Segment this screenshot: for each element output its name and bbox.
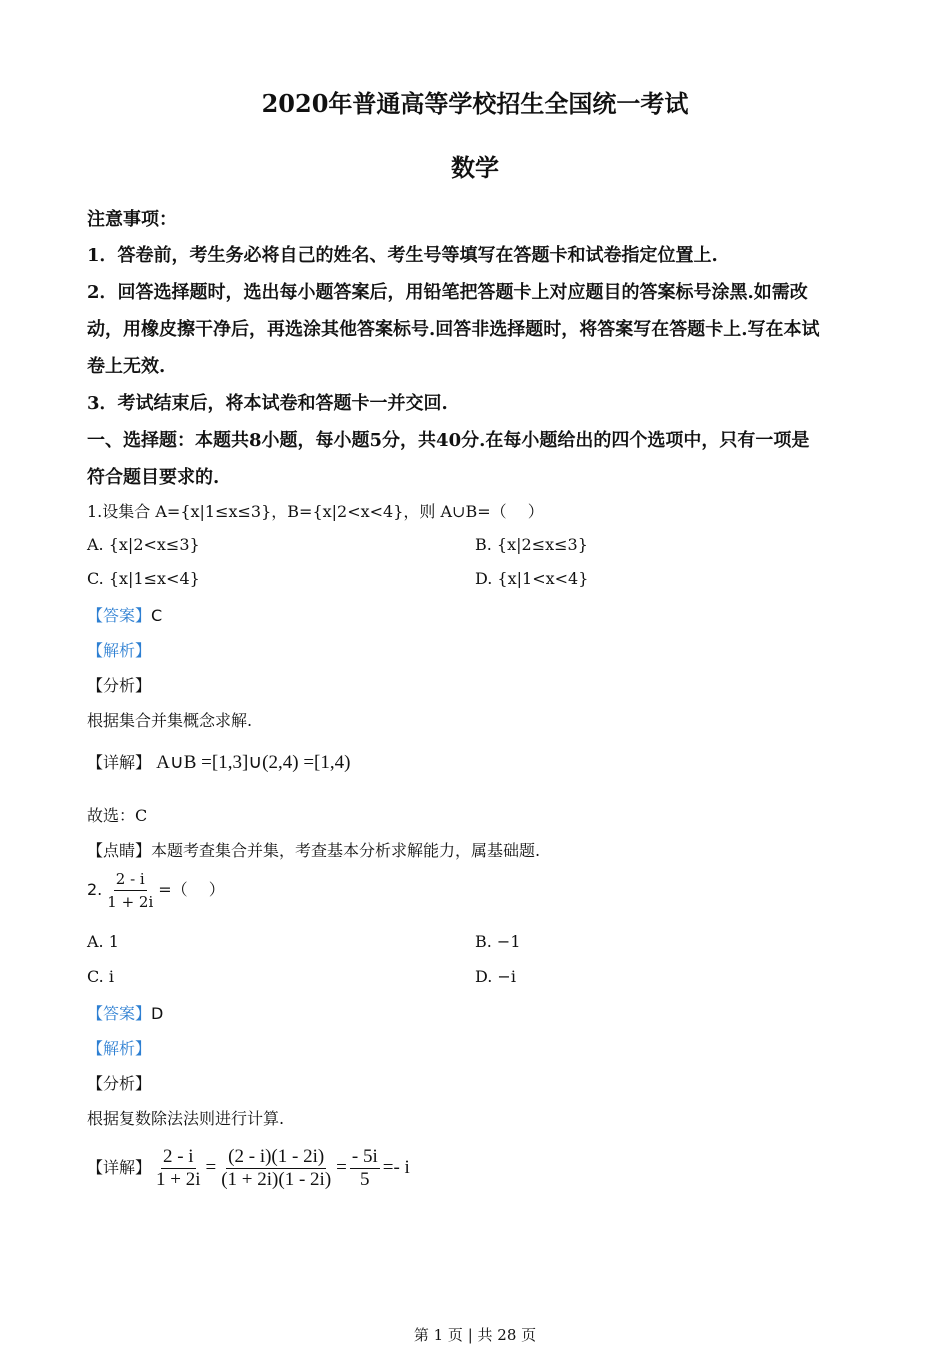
q2-stem — [87, 868, 225, 913]
comment-label: 【点睛】 — [87, 841, 152, 860]
q1-answer — [87, 603, 162, 626]
answer-value: D — [151, 1004, 164, 1023]
notice-item: 动，用橡皮擦干净后，再选涂其他答案标号.回答非选择题时，将答案写在答题卡上.写在本试 — [87, 319, 820, 340]
detail-label: 【详解】 — [87, 753, 152, 772]
detail-formula: A∪B =[1,3]∪(2,4) =[1,4) — [156, 752, 351, 773]
q2-option-c: C. i — [87, 967, 114, 986]
q1-option-d: D. {x|1<x<4} — [475, 569, 589, 588]
notice-item: 2．回答选择题时，选出每小题答案后，用铅笔把答题卡上对应题目的答案标号涂黑.如需改 — [87, 282, 808, 303]
document-title: 2020年普通高等学校招生全国统一考试 — [261, 89, 689, 118]
comment-text: 本题考查集合并集，考查基本分析求解能力，属基础题. — [151, 841, 541, 860]
q2-analysis-label: 【解析】 — [87, 1039, 152, 1058]
fraction-numerator: 2 - i — [162, 1146, 194, 1167]
q1-analysis-label: 【解析】 — [87, 641, 152, 660]
q2-answer — [87, 1001, 163, 1024]
q1-fenxi: 根据集合并集概念求解. — [87, 711, 253, 730]
q1-option-c: C. {x|1≤x<4} — [87, 569, 200, 588]
q2-fenxi-label: 【分析】 — [87, 1074, 152, 1093]
q2-option-a: A. 1 — [87, 932, 119, 951]
fraction-numerator: - 5i — [351, 1146, 378, 1167]
q2-number: 2. — [87, 880, 103, 899]
q1-option-a: A. {x|2<x≤3} — [87, 535, 200, 554]
page-footer: 第 1 页 | 共 28 页 — [413, 1326, 537, 1344]
answer-value: C — [151, 606, 163, 625]
fraction-denominator: (1 + 2i)(1 - 2i) — [221, 1169, 332, 1190]
q2-option-b: B. −1 — [475, 932, 521, 951]
notice-item: 3．考试结束后，将本试卷和答题卡一并交回. — [87, 393, 448, 414]
notice-item: 1．答卷前，考生务必将自己的姓名、考生号等填写在答题卡和试卷指定位置上. — [87, 245, 718, 266]
answer-label: 【答案】 — [87, 606, 152, 625]
detail-label: 【详解】 — [87, 1157, 152, 1177]
q2-denominator: 1 + 2i — [107, 893, 154, 911]
q2-stem-tail: =（ ） — [158, 880, 225, 899]
q2-fenxi: 根据复数除法法则进行计算. — [87, 1109, 285, 1128]
fraction-denominator: 1 + 2i — [156, 1169, 201, 1190]
section-heading-cont: 符合题目要求的. — [87, 467, 220, 488]
equals-sign: = — [336, 1156, 347, 1178]
answer-label: 【答案】 — [87, 1004, 152, 1023]
fraction-numerator: (2 - i)(1 - 2i) — [228, 1146, 325, 1167]
q1-fenxi-label: 【分析】 — [87, 676, 152, 695]
fraction-denominator: 5 — [360, 1169, 370, 1190]
q2-option-d: D. −i — [475, 967, 516, 986]
q1-detail — [87, 750, 350, 774]
q1-comment — [87, 838, 540, 861]
result: =- i — [382, 1156, 410, 1178]
q1-stem: 1.设集合 A={x|1≤x≤3}，B={x|2<x<4}，则 A∪B=（ ） — [87, 502, 544, 521]
section-heading: 一、选择题：本题共8小题，每小题5分，共40分.在每小题给出的四个选项中，只有一项是 — [87, 430, 810, 451]
notice-item: 卷上无效. — [87, 356, 166, 377]
notice-heading: 注意事项： — [87, 209, 177, 230]
q1-option-b: B. {x|2≤x≤3} — [475, 535, 588, 554]
equals-sign: = — [205, 1156, 217, 1178]
q2-numerator: 2 - i — [114, 868, 147, 891]
subject-title: 数学 — [451, 153, 499, 182]
q1-choose: 故选：C — [87, 806, 148, 825]
q2-detail — [87, 1146, 410, 1191]
